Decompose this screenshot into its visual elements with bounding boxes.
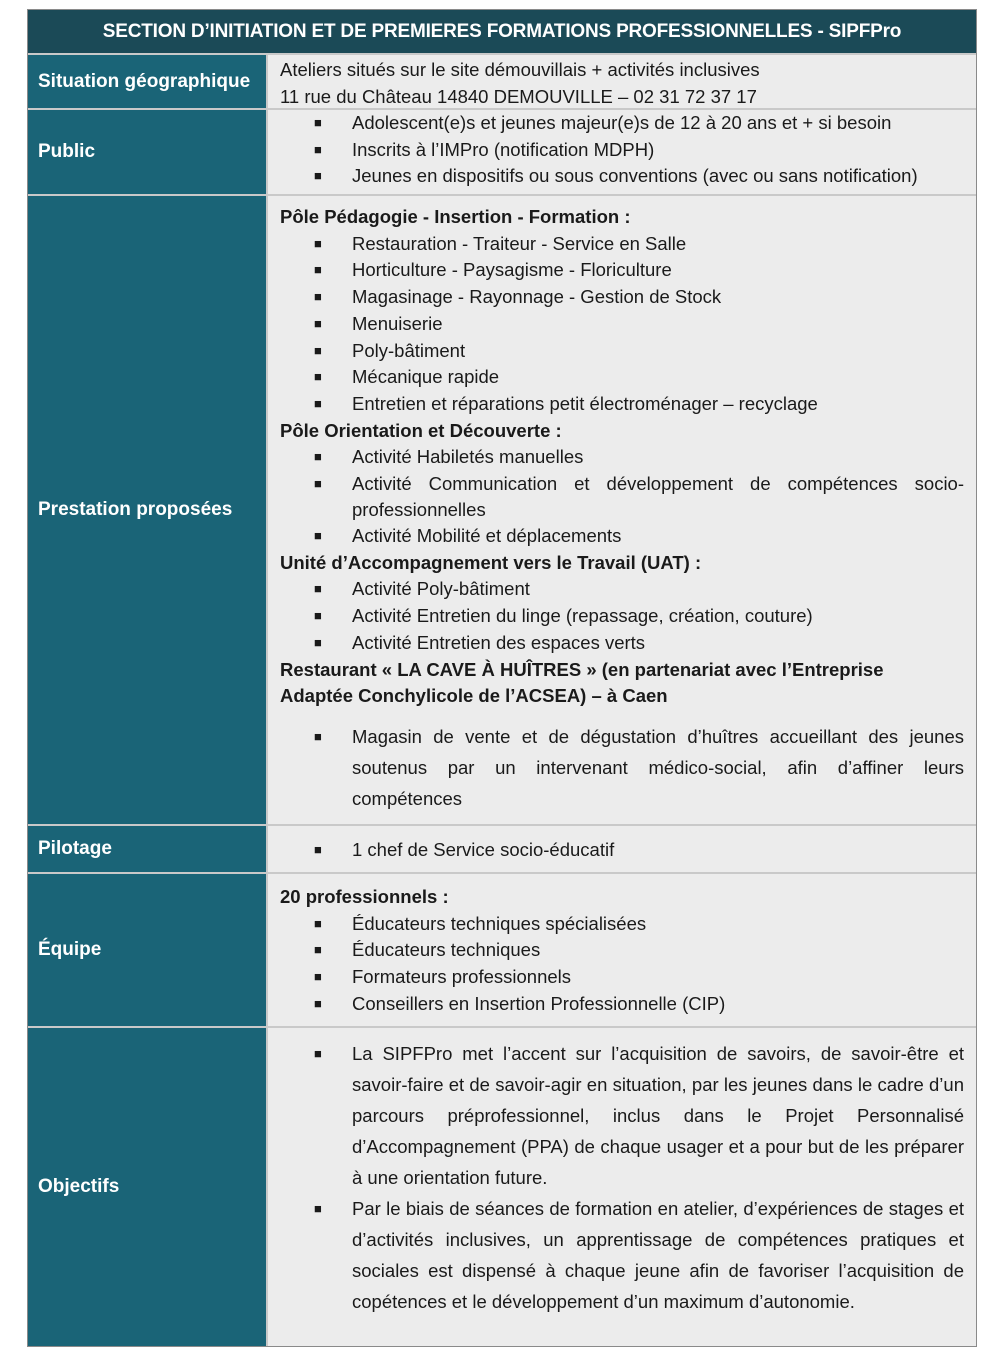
bullet-icon: ■ [314, 995, 322, 1011]
pilotage-content [266, 826, 976, 872]
list-item: ■ Entretien et réparations petit électroménager – recyclage [280, 391, 964, 418]
list-item: ■ Adolescent(e)s et jeunes majeur(e)s de 12 à 20 ans et + si besoin [280, 110, 964, 137]
bullet-icon: ■ [314, 528, 322, 544]
group-heading: Pôle Orientation et Découverte : [280, 419, 562, 441]
list-item: ■ Formateurs professionnels [280, 964, 964, 991]
bullet-icon: ■ [314, 235, 322, 251]
list-item: ■ Magasinage - Rayonnage - Gestion de Stock [280, 284, 964, 311]
equipe-list [280, 911, 964, 1018]
row-equipe [28, 872, 976, 1026]
group-heading: 20 professionnels : [280, 886, 449, 907]
list-item: ■ Restauration - Traiteur - Service en Salle [280, 231, 964, 258]
row-objectifs [28, 1026, 976, 1346]
bullet-icon: ■ [314, 315, 322, 331]
bullet-icon: ■ [314, 449, 322, 465]
row-label-objectifs: Objectifs [28, 1028, 266, 1346]
bullet-icon: ■ [314, 634, 322, 650]
list-item: ■ Inscrits à l’IMPro (notification MDPH) [280, 137, 964, 164]
bullet-icon: ■ [314, 141, 322, 157]
group-heading: Pôle Pédagogie - Insertion - Formation : [280, 206, 631, 227]
table-title: SECTION D’INITIATION ET DE PREMIERES FORMATIONS PROFESSIONNELLES - SIPFPro [28, 10, 976, 53]
prestation-list [280, 576, 964, 656]
list-item: ■ Activité Habiletés manuelles [280, 444, 964, 471]
list-item: ■ Activité Entretien des espaces verts [280, 630, 964, 657]
row-label-equipe: Équipe [28, 874, 266, 1026]
row-prestation [28, 194, 976, 824]
bullet-icon: ■ [314, 842, 322, 857]
bullet-icon: ■ [314, 1201, 322, 1216]
public-content [266, 110, 976, 194]
row-situation [28, 53, 976, 108]
objectifs-list [280, 1038, 964, 1317]
prestation-list [280, 721, 964, 814]
prestation-list [280, 231, 964, 418]
bullet-icon: ■ [314, 476, 322, 492]
list-item: ■ Activité Communication et développement de compétences socio-professionnelles [314, 473, 964, 521]
situation-content [266, 55, 976, 108]
list-item: ■ 1 chef de Service socio-éducatif [280, 837, 964, 864]
bullet-icon: ■ [314, 728, 322, 744]
bullet-icon: ■ [314, 581, 322, 597]
objectifs-content [266, 1028, 976, 1346]
row-label-pilotage: Pilotage [28, 826, 266, 872]
bullet-icon: ■ [314, 369, 322, 385]
list-item: ■ La SIPFPro met l’accent sur l’acquisition de savoirs, de savoir-être et savoir-faire et de savoir-agir en situation, par les jeunes dans le cadre d’un parcours préprofessionnel, inclus dans le Projet Personnalisé d’Accompagnement (PPA) de chaque usager et a pour but de les préparer à une orientation future. [280, 1038, 964, 1193]
list-item: ■ Par le biais de séances de formation en atelier, d’expériences de stages et d’activités inclusives, un apprentissage de compétences pratiques et sociales est dispensé à chaque jeune afin de favoriser l’acquisition de copétences et le développement d’un maximum d’autonomie. [280, 1193, 964, 1317]
list-item: ■ Éducateurs techniques [280, 937, 964, 964]
prestation-list [280, 444, 964, 549]
row-pilotage [28, 824, 976, 872]
list-item: ■ Activité Poly-bâtiment [280, 576, 964, 603]
bullet-icon: ■ [314, 915, 322, 931]
situation-line: 11 rue du Château 14840 DEMOUVILLE – 02 31 72 37 17 [280, 86, 757, 107]
equipe-content [266, 874, 976, 1026]
bullet-icon: ■ [314, 168, 322, 184]
info-table [27, 9, 977, 1347]
prestation-content [266, 196, 976, 824]
bullet-icon: ■ [314, 342, 322, 358]
bullet-icon: ■ [314, 395, 322, 411]
list-item: ■ Poly-bâtiment [280, 338, 964, 365]
pilotage-list [280, 837, 964, 864]
list-item: ■ Conseillers en Insertion Professionnelle (CIP) [280, 991, 964, 1018]
list-item: ■ Activité Mobilité et déplacements [280, 523, 964, 550]
list-item: ■ Horticulture - Paysagisme - Floriculture [280, 257, 964, 284]
list-item: ■ Magasin de vente et de dégustation d’huîtres accueillant des jeunes soutenus par un intervenant médico-social, afin d’affiner leurs compétences [280, 721, 964, 814]
bullet-icon: ■ [314, 942, 322, 958]
row-label-situation: Situation géographique [28, 55, 266, 108]
row-public [28, 108, 976, 194]
group-heading: Unité d’Accompagnement vers le Travail (UAT) : [280, 551, 702, 573]
situation-line: Ateliers situés sur le site démouvillais + activités inclusives [280, 59, 760, 80]
list-item: ■ Jeunes en dispositifs ou sous conventions (avec ou sans notification) [280, 163, 964, 190]
row-label-public: Public [28, 110, 266, 194]
bullet-icon: ■ [314, 969, 322, 985]
bullet-icon: ■ [314, 608, 322, 624]
group-heading: Restaurant « LA CAVE À HUÎTRES » (en partenariat avec l’Entreprise Adaptée Conchylicole de l’ACSEA) – à Caen [280, 658, 884, 706]
public-list [280, 110, 964, 190]
list-item: ■ Éducateurs techniques spécialisées [280, 911, 964, 938]
list-item: ■ Activité Entretien du linge (repassage, création, couture) [280, 603, 964, 630]
bullet-icon: ■ [314, 1046, 322, 1061]
list-item: ■ Menuiserie [280, 311, 964, 338]
row-label-prestation: Prestation proposées [28, 196, 266, 824]
bullet-icon: ■ [314, 289, 322, 305]
list-item: ■ Mécanique rapide [280, 364, 964, 391]
bullet-icon: ■ [314, 262, 322, 278]
bullet-icon: ■ [314, 115, 322, 130]
